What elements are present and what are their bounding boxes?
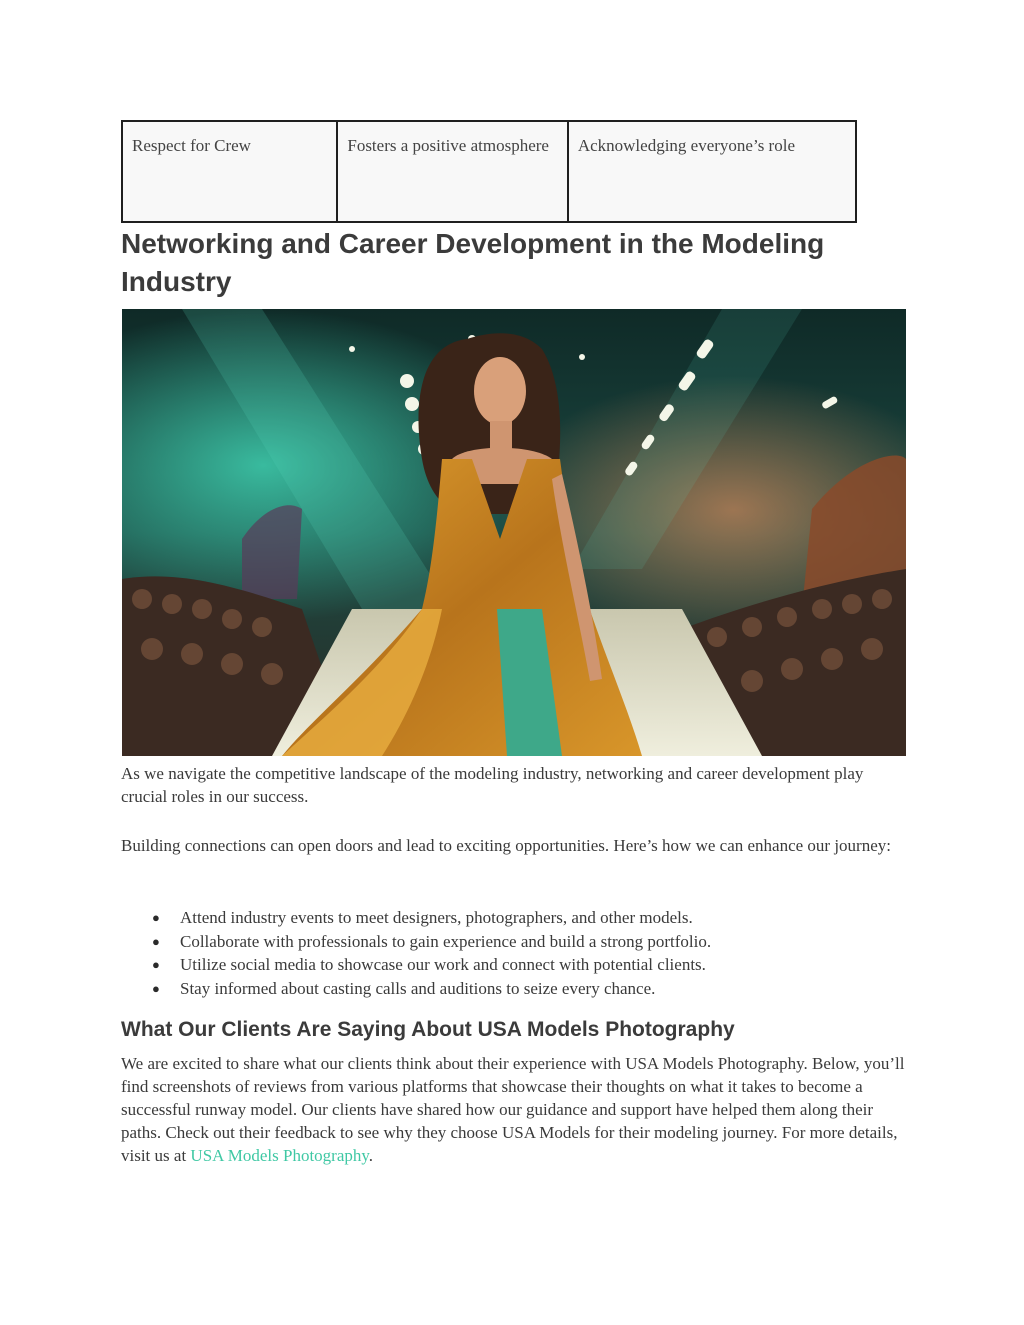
table-row (122, 121, 856, 222)
bullet-icon: ● (152, 910, 160, 925)
clients-paragraph (121, 1052, 906, 1167)
list-item (121, 930, 906, 954)
clients-heading: What Our Clients Are Saying About USA Models Photography (121, 1018, 735, 1041)
usa-models-link[interactable]: USA Models Photography (190, 1146, 369, 1165)
table-cell-example: Acknowledging everyone’s role (568, 121, 856, 222)
list-item-text: Utilize social media to showcase our work and connect with potential clients. (180, 955, 706, 974)
list-item (121, 977, 906, 1001)
section-heading: Networking and Career Development in the Modeling Industry (121, 228, 825, 297)
table-cell-practice: Respect for Crew (122, 121, 337, 222)
bullet-icon: ● (152, 957, 160, 972)
clients-text: We are excited to share what our clients think about their experience with USA Models Photography. Below, you’ll find screenshots of reviews from various platforms that showcase their thoughts on what it takes to become a successful runway model. Our clients have shared how our guidance and support have helped them along their paths. Check out their feedback to see why they choose USA Models for their modeling journey. For more details, visit us at (121, 1054, 905, 1165)
connections-paragraph: Building connections can open doors and lead to exciting opportunities. Here’s how we can enhance our journey: (121, 836, 891, 855)
list-item-text: Collaborate with professionals to gain experience and build a strong portfolio. (180, 931, 712, 951)
list-item (121, 906, 906, 930)
list-item (121, 953, 906, 977)
clients-trailing: . (368, 1146, 374, 1165)
list-item-text: Stay informed about casting calls and auditions to seize every chance. (180, 978, 656, 998)
etiquette-table (121, 120, 857, 223)
runway-photo (122, 309, 906, 756)
list-item-text: Attend industry events to meet designers, photographers, and other models. (180, 908, 693, 927)
table-cell-benefit: Fosters a positive atmosphere (337, 121, 567, 222)
tips-list (121, 906, 906, 1000)
bullet-icon: ● (152, 980, 160, 996)
bullet-icon: ● (152, 933, 160, 949)
intro-paragraph: As we navigate the competitive landscape of the modeling industry, networking and career development play crucial roles in our success. (121, 764, 864, 806)
